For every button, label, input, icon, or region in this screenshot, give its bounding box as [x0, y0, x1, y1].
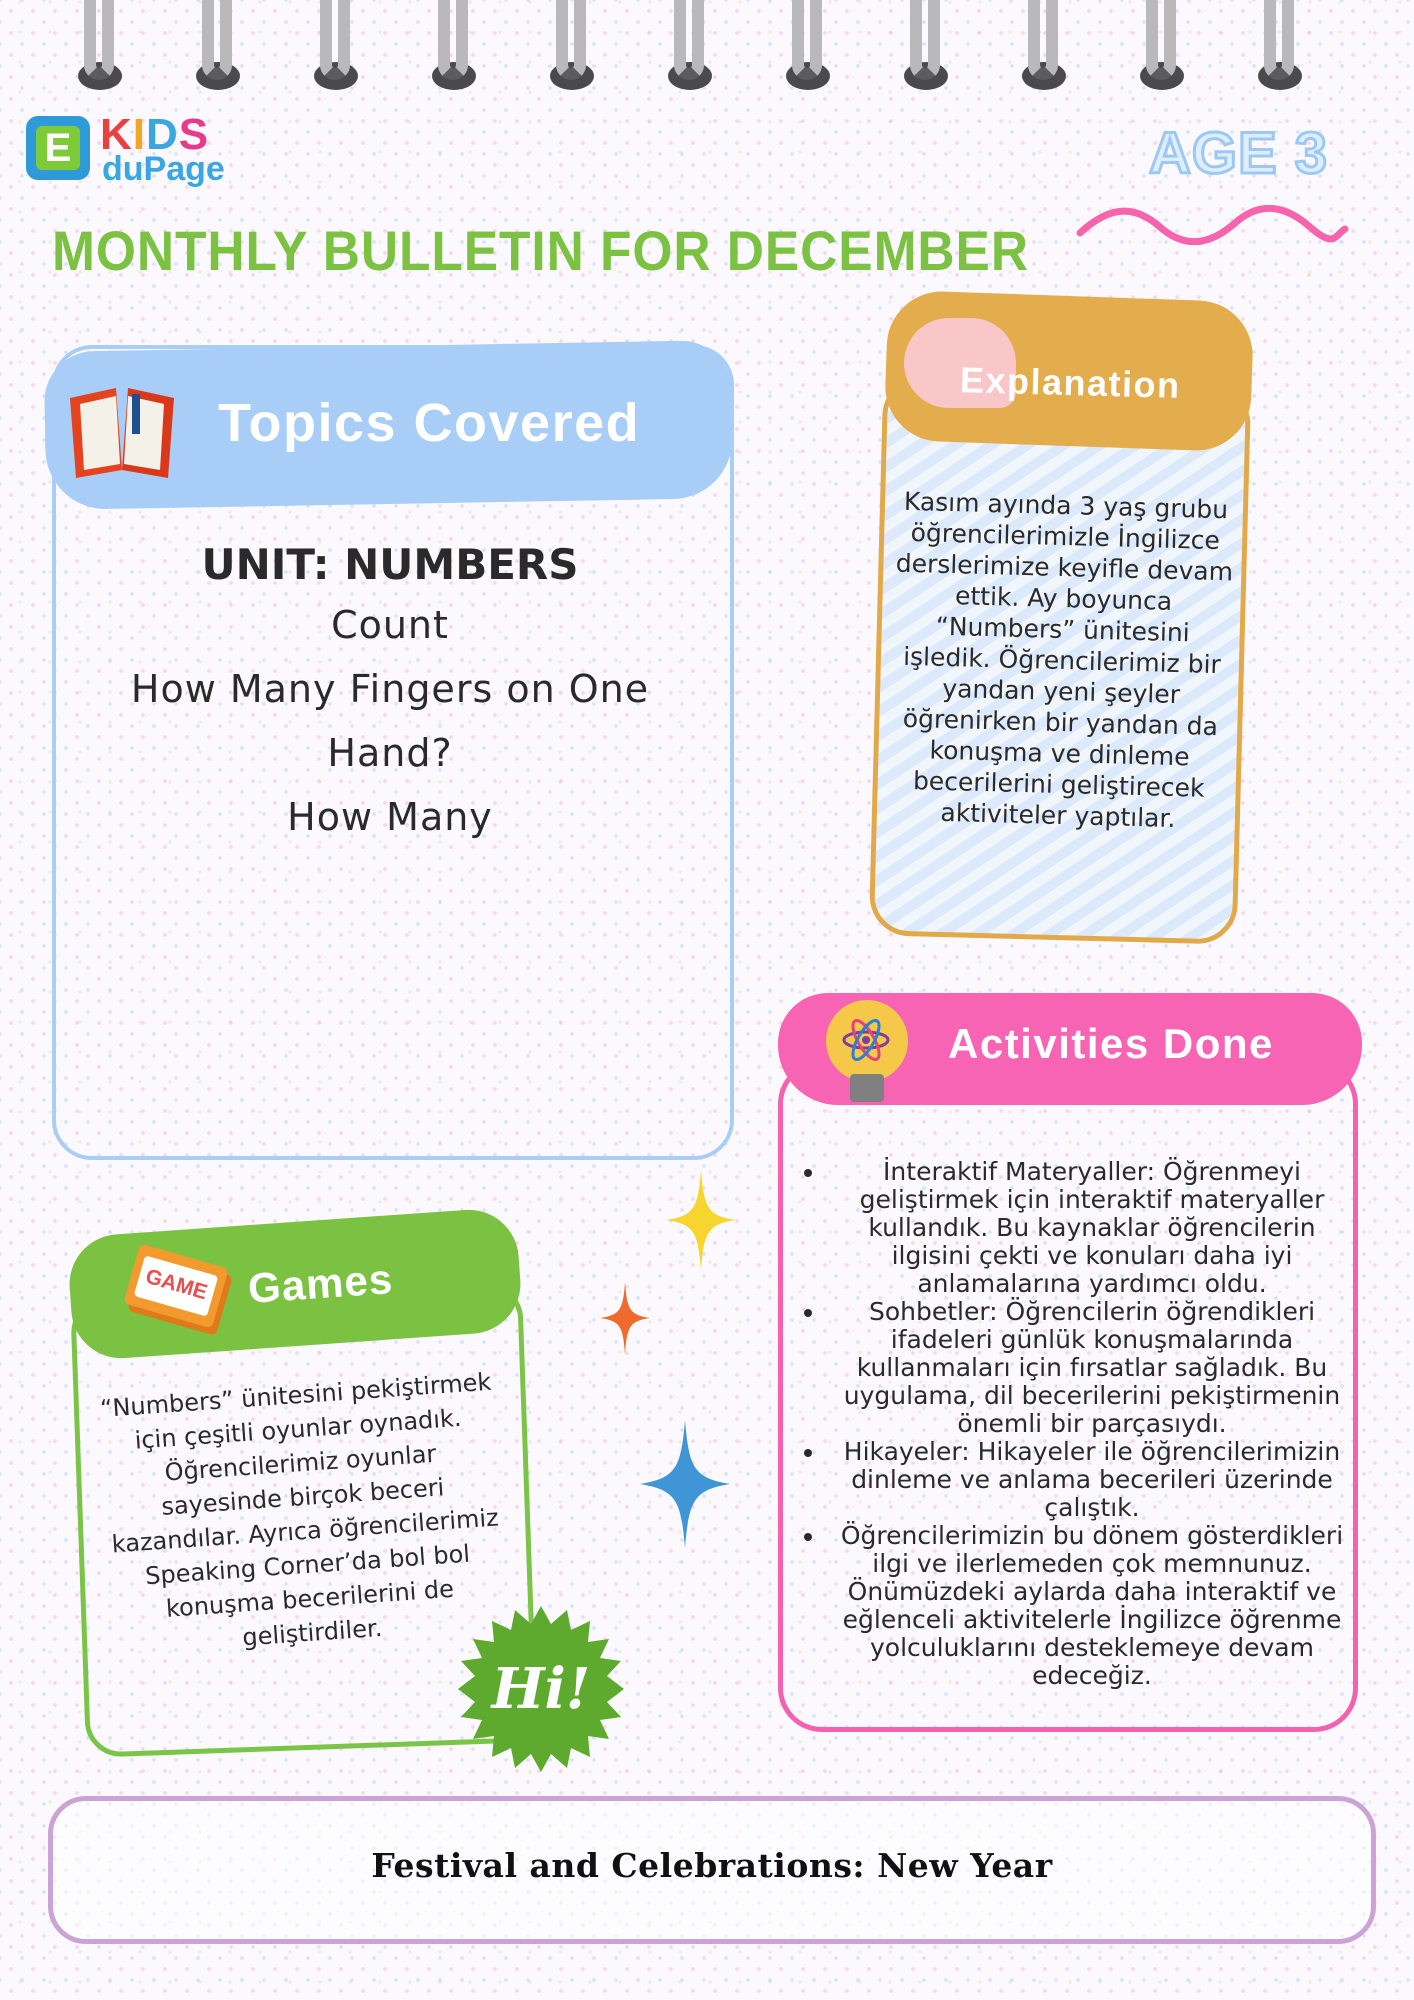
- game-icon-label: GAME: [134, 1255, 219, 1316]
- activities-heading: Activities Done: [948, 1020, 1274, 1067]
- logo-e-icon: [26, 116, 90, 180]
- spiral-ring: [786, 0, 830, 95]
- hi-sticker-text: Hi!: [491, 1656, 591, 1722]
- activity-item: • İnteraktif Materyaller: Öğrenmeyi geliştirmek için interaktif materyaller kullandık. Bu kaynaklar öğrencilerin ilgisini çekti ve konuları daha iyi anlamalarına yardımcı oldu.: [826, 1158, 1358, 1298]
- age-label: AGE 3: [1148, 121, 1328, 186]
- games-heading: Games: [246, 1254, 395, 1313]
- topic-item: Count: [331, 603, 449, 647]
- spiral-ring: [314, 0, 358, 95]
- activities-list: [804, 1158, 1358, 1690]
- lightbulb-base: [850, 1074, 884, 1102]
- spiral-ring: [668, 0, 712, 95]
- explanation-heading: Explanation: [959, 359, 1182, 406]
- footer-text: Festival and Celebrations: New Year: [371, 1846, 1053, 1885]
- spiral-ring: [432, 0, 476, 95]
- sparkle-yellow-icon: [666, 1170, 736, 1270]
- activity-item: • Sohbetler: Öğrencilerin öğrendikleri ifadeleri günlük konuşmalarında kullanmaları için fırsatlar sağladık. Bu uygulama, dil becerilerini pekiştirmenin önemli bir parçasıydı.: [826, 1298, 1358, 1438]
- squiggle-decoration: [1075, 205, 1350, 245]
- topics-unit: UNIT: NUMBERS: [201, 540, 579, 589]
- logo-kids: KIDS: [100, 110, 210, 159]
- explanation-text: Kasım ayında 3 yaş grubu öğrencilerimizle İngilizce derslerimize keyifle devam ettik. Ay boyunca “Numbers” ünitesini işledik. Öğrencilerimiz bir yandan yeni şeyler öğrenirken bir yandan da konuşma ve dinleme becerilerini geliştirecek aktiviteler yaptılar.: [895, 486, 1234, 834]
- spiral-ring: [1022, 0, 1066, 95]
- logo-letter: E: [36, 126, 80, 170]
- sparkle-orange-icon: [600, 1282, 650, 1354]
- book-icon: [66, 384, 178, 480]
- topic-item: Hand?: [327, 731, 453, 775]
- topic-item: How Many Fingers on One: [130, 667, 650, 711]
- activity-item: • Hikayeler: Hikayeler ile öğrencilerimizin dinleme ve anlama becerileri üzerinde çalıştık.: [826, 1438, 1358, 1522]
- topic-item: How Many: [287, 795, 493, 839]
- spiral-ring: [78, 0, 122, 95]
- hi-sticker-icon: [456, 1604, 626, 1774]
- activity-item: • Öğrencilerimizin bu dönem gösterdikleri ilgi ve ilerlemeden çok memnunuz. Önümüzdeki aylarda daha interaktif ve eğlenceli aktivitelerle İngilizce öğrenme yolculuklarını desteklemeye devam edeceğiz.: [826, 1522, 1358, 1690]
- spiral-ring: [550, 0, 594, 95]
- spiral-ring: [1258, 0, 1302, 95]
- atom-icon: [842, 1016, 890, 1064]
- spiral-ring: [1140, 0, 1184, 95]
- page-title: MONTHLY BULLETIN FOR DECEMBER: [52, 219, 1029, 282]
- spiral-ring: [196, 0, 240, 95]
- sparkle-blue-icon: [640, 1420, 730, 1548]
- logo-dupage: duPage: [102, 150, 225, 188]
- games-text: “Numbers” ünitesini pekiştirmek için çeşitli oyunlar oynadık. Öğrencilerimiz oyunlar sayesinde birçok beceri kazandılar. Ayrıca öğrencilerimiz Speaking Corner’da bol bol konuşma becerilerini de geliştirdiler.: [99, 1367, 500, 1652]
- spiral-ring: [904, 0, 948, 95]
- topics-heading: Topics Covered: [218, 393, 641, 453]
- topics-body: [60, 540, 720, 849]
